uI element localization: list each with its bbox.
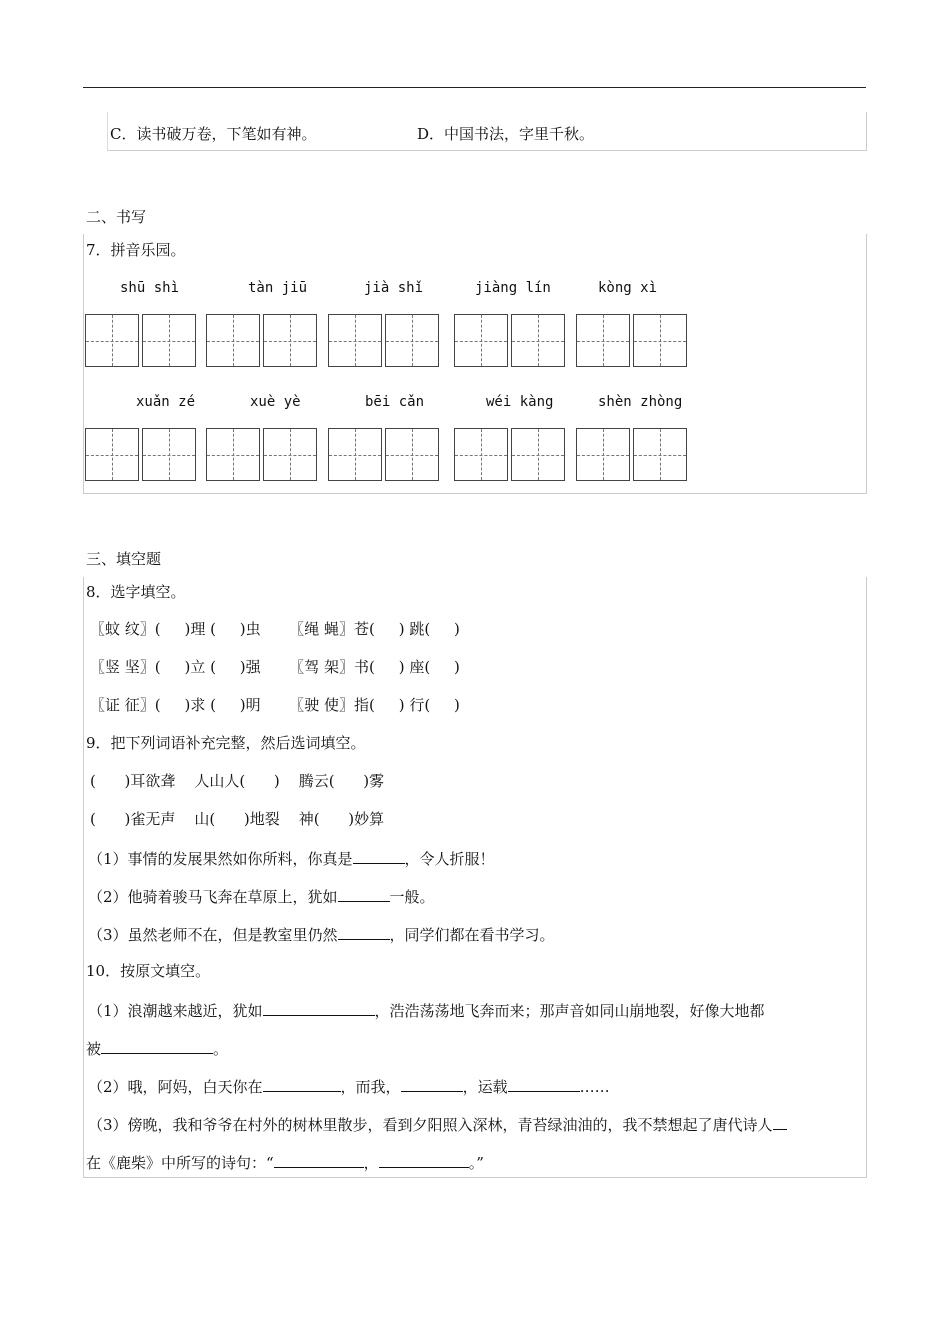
q10-part-1-line-1: （1）浪潮越来越近，犹如 ，浩浩荡荡地飞奔而来；那声音如同山崩地裂，好像大地都 xyxy=(88,999,765,1021)
q10-part-3-line-1: （3）傍晚，我和爷爷在村外的树林里散步，看到夕阳照入深林，青苔绿油油的，我不禁想起了唐代诗人 xyxy=(88,1113,787,1135)
q9-sentence-1: （1）事情的发展果然如你所料，你真是 ，令人折服！ xyxy=(88,847,495,869)
answer-blank[interactable] xyxy=(338,885,390,902)
answer-blank[interactable] xyxy=(101,1037,213,1054)
q10-part-3-line-2: 在《鹿柴》中所写的诗句：“ ， 。” xyxy=(86,1151,484,1173)
pinyin-5: kòng xì xyxy=(598,280,658,296)
pinyin-10: shèn zhòng xyxy=(598,394,683,410)
pinyin-1: shū shì xyxy=(120,280,180,296)
answer-blank[interactable] xyxy=(773,1113,787,1130)
answer-blank[interactable] xyxy=(338,923,390,940)
pinyin-9: wéi kàng xyxy=(486,394,554,410)
q9-words-1: ( )耳欲聋 人山人( ) 腾云( )雾 xyxy=(90,772,385,790)
section3-title: 三、填空题 xyxy=(86,550,162,568)
pinyin-6: xuǎn zé xyxy=(136,394,196,410)
writing-grid-8[interactable] xyxy=(328,428,442,481)
pinyin-2: tàn jiū xyxy=(248,280,308,296)
q10-part-1-line-2: 被 。 xyxy=(86,1037,228,1059)
answer-blank[interactable] xyxy=(379,1151,469,1168)
q7-title: 7．拼音乐园。 xyxy=(86,241,186,259)
answer-blank[interactable] xyxy=(401,1075,463,1092)
pinyin-7: xuè yè xyxy=(250,394,301,410)
top-rule xyxy=(83,87,866,88)
pinyin-8: bēi cǎn xyxy=(365,394,425,410)
option-d: D．中国书法，字里千秋。 xyxy=(417,125,595,143)
q10-part-2: （2）哦，阿妈，白天你在 ，而我， ，运载 …… xyxy=(88,1075,610,1097)
writing-grid-6[interactable] xyxy=(85,428,199,481)
answer-blank[interactable] xyxy=(263,999,375,1016)
answer-blank[interactable] xyxy=(508,1075,580,1092)
writing-grid-7[interactable] xyxy=(206,428,320,481)
section2-title: 二、书写 xyxy=(86,208,147,226)
pinyin-4: jiàng lín xyxy=(475,280,551,296)
q9-title: 9．把下列词语补充完整，然后选词填空。 xyxy=(86,734,366,752)
q9-sentence-3: （3）虽然老师不在，但是教室里仍然 ，同学们都在看书学习。 xyxy=(88,923,555,945)
writing-grid-4[interactable] xyxy=(454,314,568,367)
q8-title: 8．选字填空。 xyxy=(86,583,186,601)
q8-line-3: 〖证 征〗( )求 ( )明 〖驶 使〗指( ) 行( ) xyxy=(90,696,460,714)
writing-grid-3[interactable] xyxy=(328,314,442,367)
answer-blank[interactable] xyxy=(263,1075,341,1092)
pinyin-3: jià shǐ xyxy=(364,280,424,296)
q8-line-2: 〖竖 坚〗( )立 ( )强 〖驾 架〗书( ) 座( ) xyxy=(90,658,460,676)
option-c: C．读书破万卷，下笔如有神。 xyxy=(110,125,317,143)
writing-grid-10[interactable] xyxy=(576,428,690,481)
writing-grid-9[interactable] xyxy=(454,428,568,481)
writing-grid-1[interactable] xyxy=(85,314,199,367)
q9-sentence-2: （2）他骑着骏马飞奔在草原上，犹如 一般。 xyxy=(88,885,435,907)
answer-blank[interactable] xyxy=(274,1151,364,1168)
q9-words-2: ( )雀无声 山( )地裂 神( )妙算 xyxy=(90,810,385,828)
writing-grid-5[interactable] xyxy=(576,314,690,367)
writing-grid-2[interactable] xyxy=(206,314,320,367)
answer-blank[interactable] xyxy=(353,847,405,864)
q10-title: 10．按原文填空。 xyxy=(86,962,211,980)
q8-line-1: 〖蚊 纹〗( )理 ( )虫 〖绳 蝇〗苍( ) 跳( ) xyxy=(90,620,460,638)
